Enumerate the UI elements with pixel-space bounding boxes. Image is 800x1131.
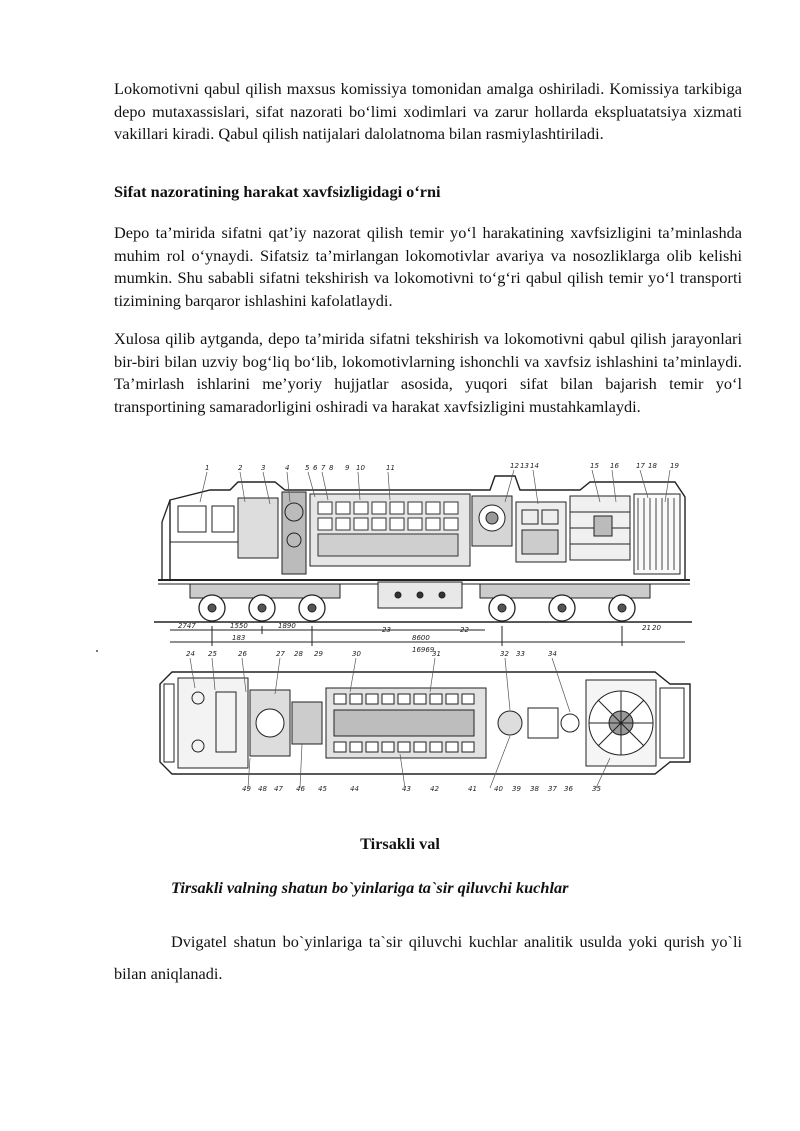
callout-number: 4: [285, 464, 290, 472]
callout-number: 5: [305, 464, 310, 472]
callout-number: 21: [642, 624, 651, 632]
callout-number: 17: [636, 462, 645, 470]
callout-number: 26: [238, 650, 247, 658]
callout-number: 24: [186, 650, 195, 658]
callout-number: 13: [520, 462, 529, 470]
section-subtitle: Tirsakli valning shatun bo`yinlariga ta`sir qiluvchi kuchlar: [171, 878, 569, 897]
callout-number: 47: [274, 785, 283, 792]
callout-number: 6: [313, 464, 318, 472]
callout-number: 35: [592, 785, 601, 792]
callout-number: 12: [510, 462, 519, 470]
callout-number: 18: [648, 462, 657, 470]
callout-number: 36: [564, 785, 573, 792]
paragraph-quality-control: Depo ta’mirida sifatni qat’iy nazorat qilish temir yo‘l harakatining xavfsizligini ta’minlashda muhim rol o‘ynaydi. Sifatsiz ta’mirlangan lokomotivlar avariya va nosozliklarga olib kelishi mumkin. Shu sababli sifatni tekshirish va lokomotivni to‘g‘ri qabul qilish temir yo‘l transporti tizimining barqaror ishlashini kafolatlaydi.: [114, 223, 742, 310]
callout-number: 32: [500, 650, 509, 658]
paragraph-conclusion: Xulosa qilib aytganda, depo ta’mirida sifatni tekshirish va lokomotivni qabul qilish jarayonlari bir-biri bilan uzviy bog‘liq bo‘lib, lokomotivlarning ishonchli va xavfsiz ishlashini ta’minlaydi. Ta’mirlash ishlarini me’yoriy hujjatlar asosida, yuqori sifat bilan bajarish temir yo‘l transportining samaradorligini oshiradi va harakat xavfsizligini mustahkamlaydi.: [114, 329, 742, 416]
section-title: Tirsakli val: [360, 834, 440, 853]
callout-number: 38: [530, 785, 539, 792]
callout-number: 19: [670, 462, 679, 470]
callout-number: 20: [652, 624, 661, 632]
callout-number: 28: [294, 650, 303, 658]
callout-number: 49: [242, 785, 251, 792]
callout-number: 2: [238, 464, 243, 472]
callout-number: 30: [352, 650, 361, 658]
callout-number: 16: [610, 462, 619, 470]
callout-number: 44: [350, 785, 359, 792]
callout-number: 29: [314, 650, 323, 658]
callout-number: 45: [318, 785, 327, 792]
callout-number: 10: [356, 464, 365, 472]
callout-number: 39: [512, 785, 521, 792]
callout-number: 11: [386, 464, 395, 472]
callout-number: 27: [276, 650, 285, 658]
callout-number: 14: [530, 462, 539, 470]
paragraph-crankshaft-forces: Dvigatel shatun bo`yinlariga ta`sir qiluvchi kuchlar analitik usulda yoki qurish yo`li bilan aniqlanadi.: [114, 932, 742, 983]
stray-mark: [96, 650, 98, 652]
callout-number: 37: [548, 785, 557, 792]
callout-number: 15: [590, 462, 599, 470]
dimension-label: 16969: [412, 646, 435, 654]
callout-number: 31: [432, 650, 441, 658]
callout-number: 48: [258, 785, 267, 792]
callout-number: 3: [261, 464, 266, 472]
callout-number: 1: [205, 464, 210, 472]
callout-number: 34: [548, 650, 557, 658]
callout-number: 7: [321, 464, 326, 472]
callout-number: 41: [468, 785, 477, 792]
dimension-label: 8600: [412, 634, 430, 642]
dimension-label: 1890: [278, 622, 296, 630]
callout-number: 8: [329, 464, 334, 472]
callout-number: 25: [208, 650, 217, 658]
dimension-label: 1550: [230, 622, 248, 630]
callout-number: 46: [296, 785, 305, 792]
callout-number: 42: [430, 785, 439, 792]
callout-number: 9: [345, 464, 350, 472]
paragraph-acceptance-commission: Lokomotivni qabul qilish maxsus komissiya tomonidan amalga oshiriladi. Komissiya tarkibiga depo mutaxassislari, sifat nazorati bo‘limi xodimlari va zarur hollarda ekspluatatsiya xizmati vakillari kiradi. Qabul qilish natijalari dalolatnoma bilan rasmiylashtiriladi.: [114, 79, 742, 143]
callout-number: 43: [402, 785, 411, 792]
callout-number: 33: [516, 650, 525, 658]
callout-number: 40: [494, 785, 503, 792]
section-heading-safety: Sifat nazoratining harakat xavfsizligidagi o‘rni: [114, 182, 441, 201]
callout-number: 23: [382, 626, 391, 634]
locomotive-diagram: [150, 462, 695, 792]
dimension-label: 183: [232, 634, 246, 642]
callout-number: 22: [460, 626, 469, 634]
dimension-label: 2747: [178, 622, 196, 630]
